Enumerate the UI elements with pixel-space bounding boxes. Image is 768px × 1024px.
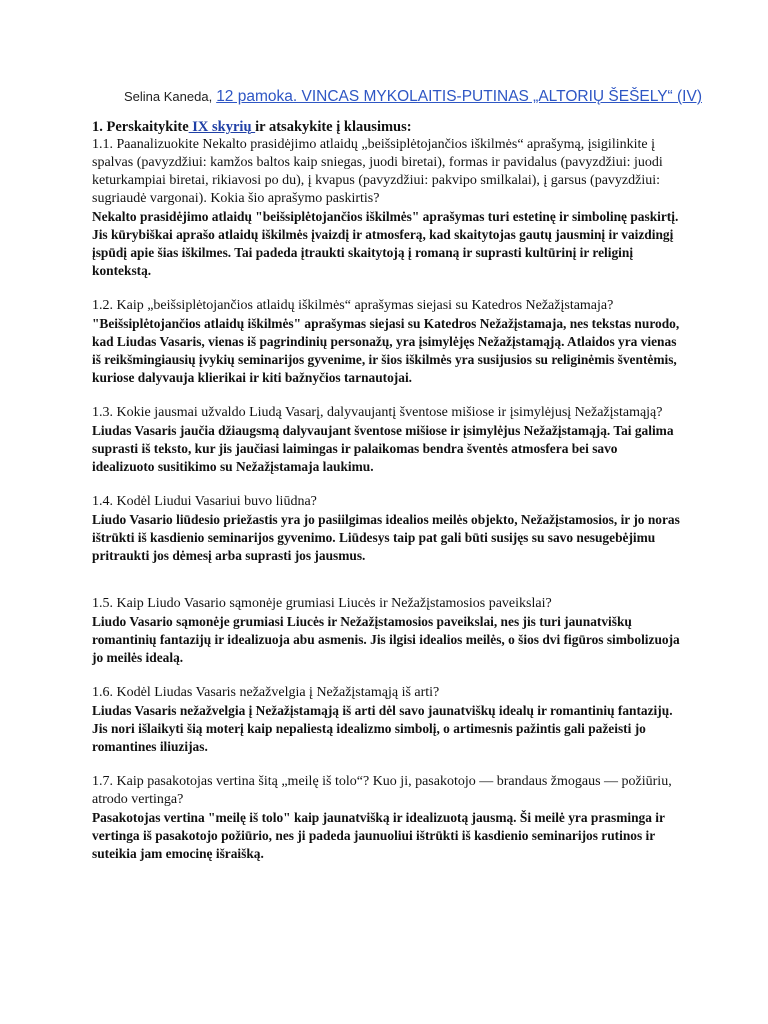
question-text: 1.5. Kaip Liudo Vasario sąmonėje grumiasi Liucės ir Nežažįstamosios paveikslai? xyxy=(92,596,552,611)
qa-block-5 xyxy=(92,595,682,667)
question-text: 1.1. Paanalizuokite Nekalto prasidėjimo atlaidų „beišsiplėtojančios iškilmės“ aprašymą, įsigilinkite į spalvas (pavyzdžiui: kamžos baltos kaip sniegas, juodi biretai), formas ir pavidalus (pavyzdžiui: juodi keturkampiai biretai, rikiavosi po du), į kvapus (pavyzdžiui: pakvipo smilkalai), į garsus (pavyzdžiui: sugriaudė vargonai). Kokia šio aprašymo paskirtis? xyxy=(92,137,663,206)
answer-text: Liudo Vasario sąmonėje grumiasi Liucės ir Nežažįstamosios paveikslai, nes jis turi jaunatviškų romantinių fantazijų ir idealizuoja abu asmenis. Jis ilgisi idealios meilės, o šios dvi figūros simbolizuoja jo meilės idealą. xyxy=(92,614,680,665)
qa-block-4 xyxy=(92,493,682,565)
qa-block-2 xyxy=(92,297,682,387)
question-text: 1.4. Kodėl Liudui Vasariui buvo liūdna? xyxy=(92,494,317,509)
answer-text: "Beišsiplėtojančios atlaidų iškilmės" aprašymas siejasi su Katedros Nežažįstamaja, nes tekstas nurodo, kad Liudas Vasaris, vienas iš pagrindinių personažų, yra įsimylėjęs Nežažįstamąją. Atlaidos yra vienas iš reikšmingiausių įvykių seminarijos gyvenime, ir šios iškilmės yra susijusios su religinėmis šventėmis, kuriose dalyvauja klierikai ir kiti bažnyčios tarnautojai. xyxy=(92,316,680,385)
question-text: 1.2. Kaip „beišsiplėtojančios atlaidų iškilmės“ aprašymas siejasi su Katedros Nežažįstamaja? xyxy=(92,298,614,313)
chapter-link[interactable]: IX skyrių xyxy=(188,119,256,135)
answer-text: Nekalto prasidėjimo atlaidų "beišsiplėtojančios iškilmės" aprašymas turi estetinę ir simbolinę paskirtį. Jis kūrybiškai aprašo atlaidų iškilmės įvaizdį ir atmosferą, kad skaitytojas gautų jausminį ir vaizdingį įspūdį apie šias iškilmes. Tai padeda įtraukti skaitytoją į romaną ir suprasti kultūrinį ir religinį kontekstą. xyxy=(92,209,679,278)
qa-block-7 xyxy=(92,773,682,863)
answer-text: Liudas Vasaris nežažvelgia į Nežažįstamąją iš arti dėl savo jaunatviškų idealų ir romantinių fantazijų. Jis nori išlaikyti šią moterį kaip nepaliestą idealizmo simbolį, o artimesnis pažintis gali pažeisti jo romantines iliuzijas. xyxy=(92,703,673,754)
author-name: Selina Kaneda, xyxy=(124,89,213,104)
question-text: 1.3. Kokie jausmai užvaldo Liudą Vasarį, dalyvaujantį šventose mišiose ir įsimylėjusį Nežažįstamąją? xyxy=(92,405,663,420)
question-text: 1.7. Kaip pasakotojas vertina šitą „meilę iš tolo“? Kuo ji, pasakotojo — brandaus žmogaus — požiūriu, atrodo vertinga? xyxy=(92,774,672,807)
answer-text: Liudas Vasaris jaučia džiaugsmą dalyvaujant šventose mišiose ir įsimylėjus Nežažįstamąją. Tai galima suprasti iš teksto, kur jis jaučiasi laimingas ir palaikomas bendra šventės atmosfera bei savo idealizuoto susitikimo su Nežažįstamaja laukimu. xyxy=(92,423,674,474)
document-body xyxy=(92,118,682,863)
qa-block-3 xyxy=(92,404,682,476)
document-header xyxy=(124,88,744,106)
task-suffix: ir atsakykite į klausimus: xyxy=(255,119,412,135)
question-text: 1.6. Kodėl Liudas Vasaris nežažvelgia į Nežažįstamąją iš arti? xyxy=(92,685,440,700)
qa-block-1 xyxy=(92,136,682,280)
answer-text: Pasakotojas vertina "meilę iš tolo" kaip jaunatvišką ir idealizuotą jausmą. Ši meilė yra prasminga ir vertinga iš pasakotojo požiūrio, nes ji padeda jaunuoliui ištrūkti iš kasdienio seminarijos rutinos ir suteikia jam emocinę išraišką. xyxy=(92,810,665,861)
answer-text: Liudo Vasario liūdesio priežastis yra jo pasiilgimas idealios meilės objekto, Nežažįstamosios, ir jo noras ištrūkti iš kasdienio seminarijos gyvenimo. Liūdesys taip pat gali būti susijęs su savo nesugebėjimu pritraukti jos dėmesį arba suprasti jos jausmus. xyxy=(92,512,680,563)
qa-block-6 xyxy=(92,684,682,756)
lesson-title-link[interactable]: 12 pamoka. VINCAS MYKOLAITIS-PUTINAS „ALTORIŲ ŠEŠELY“ (IV) xyxy=(216,88,702,105)
task-prefix: 1. Perskaitykite xyxy=(92,119,189,135)
task-heading xyxy=(92,118,682,136)
